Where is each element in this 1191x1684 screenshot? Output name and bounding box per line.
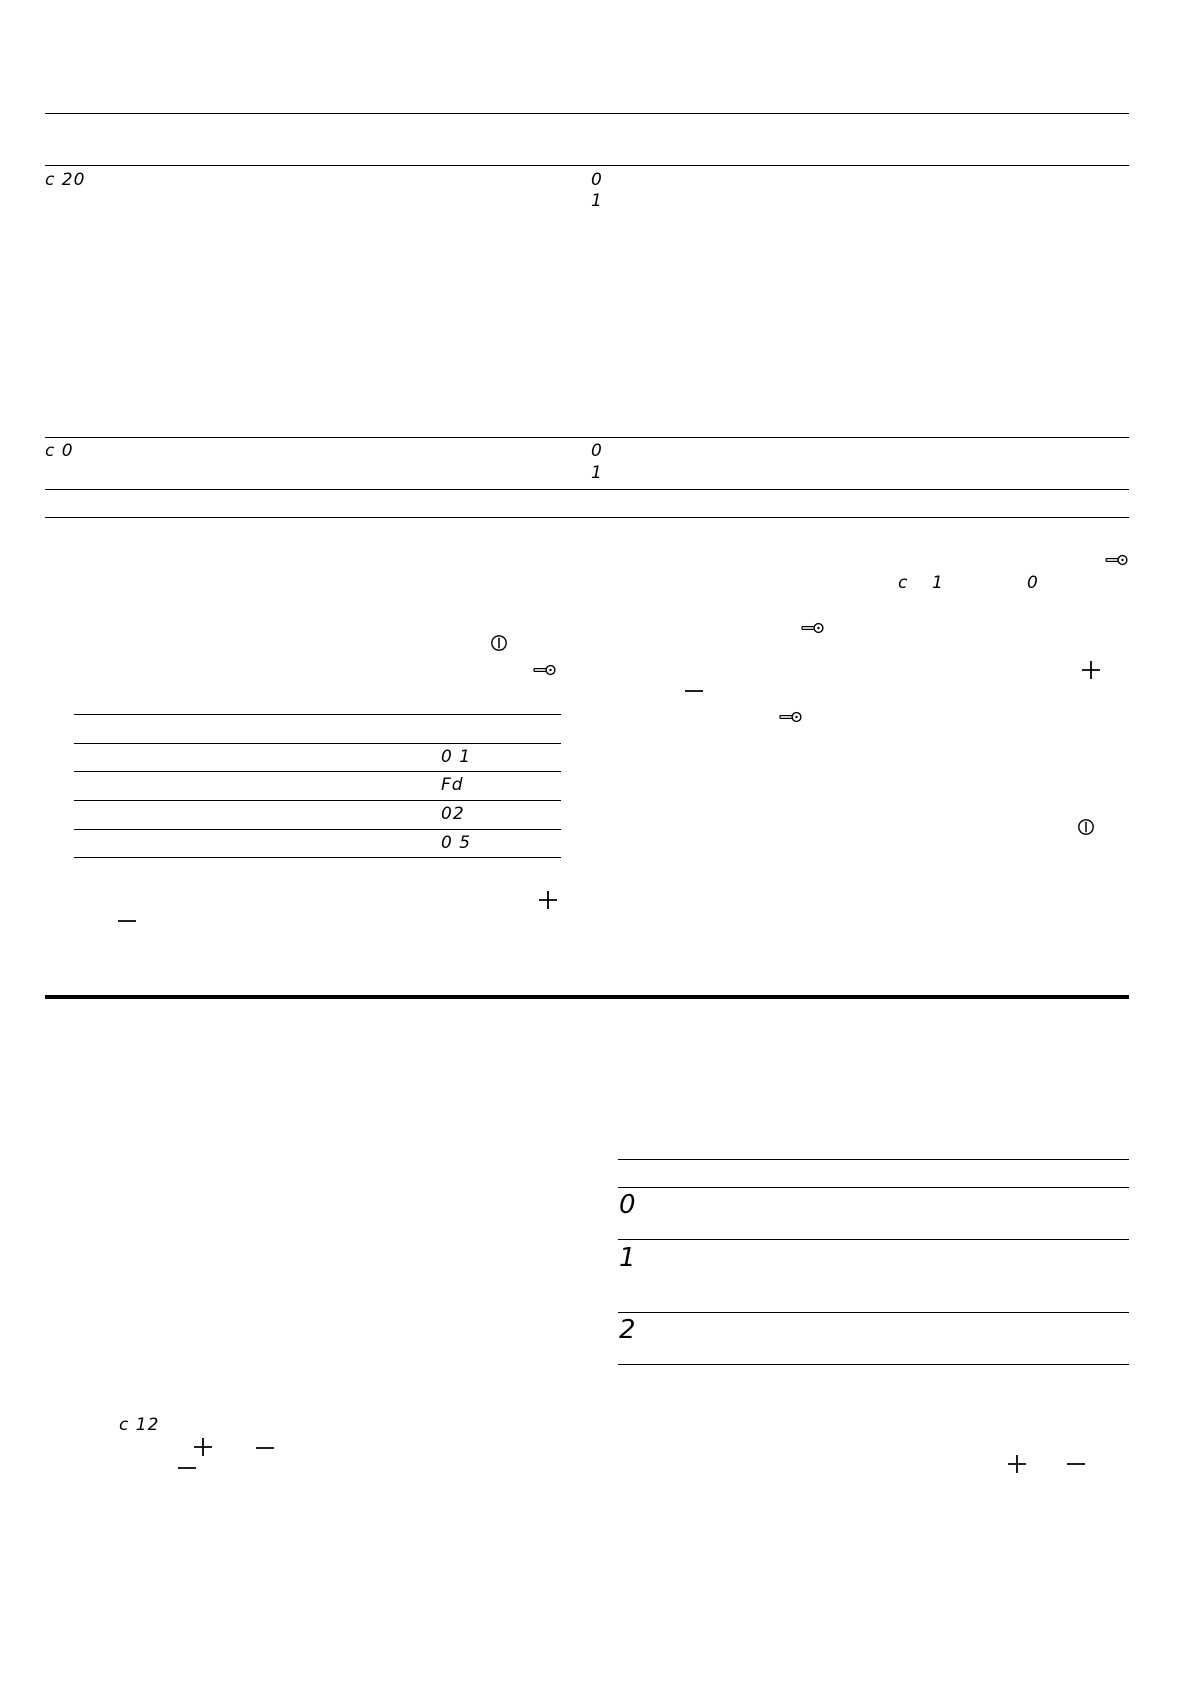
table-row-rule — [45, 437, 1129, 438]
display-c: c — [898, 573, 909, 593]
key-icon — [801, 621, 825, 635]
section-divider — [45, 995, 1129, 999]
setting-code-c0: c 0 — [45, 441, 74, 461]
level-value: 0 — [619, 1190, 637, 1220]
plus-icon — [538, 890, 558, 910]
level-table-top-rule — [618, 1159, 1129, 1160]
code-table-bottom-rule — [74, 857, 561, 858]
setting-value-1: 1 — [591, 463, 603, 483]
level-table-row-rule — [618, 1312, 1129, 1313]
plus-icon — [193, 1437, 213, 1457]
table-bottom-rule — [45, 517, 1129, 518]
level-table-bottom-rule — [618, 1364, 1129, 1365]
setting-code-c20: c 20 — [45, 170, 86, 190]
setting-value-0: 0 — [591, 170, 603, 190]
level-table-row-rule — [618, 1239, 1129, 1240]
code-value: Fd — [441, 775, 464, 795]
level-value: 2 — [619, 1315, 637, 1345]
level-value: 1 — [619, 1243, 637, 1273]
code-value: 02 — [441, 804, 465, 824]
minus-icon — [117, 919, 137, 923]
display-1: 1 — [932, 573, 944, 593]
power-icon — [1077, 818, 1095, 836]
setting-value-0: 0 — [591, 441, 603, 461]
code-value: 0 5 — [441, 833, 472, 853]
code-table-row-rule — [74, 743, 561, 744]
setting-value-1: 1 — [591, 191, 603, 211]
power-icon — [490, 634, 508, 652]
key-icon — [1105, 553, 1129, 567]
minus-icon — [684, 689, 704, 693]
level-table-header-rule — [618, 1187, 1129, 1188]
plus-icon — [1081, 660, 1101, 680]
key-icon — [779, 710, 803, 724]
table-top-rule — [45, 113, 1129, 114]
display-0: 0 — [1027, 573, 1039, 593]
key-icon — [533, 663, 557, 677]
minus-icon — [255, 1446, 275, 1450]
minus-icon — [177, 1466, 197, 1470]
table-row-rule — [45, 489, 1129, 490]
plus-icon — [1007, 1454, 1027, 1474]
code-table-row-rule — [74, 771, 561, 772]
code-table-top-rule — [74, 714, 561, 715]
code-table-row-rule — [74, 800, 561, 801]
display-code-c12: c 12 — [119, 1415, 160, 1435]
minus-icon — [1066, 1462, 1086, 1466]
code-value: 0 1 — [441, 747, 472, 767]
code-table-row-rule — [74, 829, 561, 830]
table-header-rule — [45, 165, 1129, 166]
